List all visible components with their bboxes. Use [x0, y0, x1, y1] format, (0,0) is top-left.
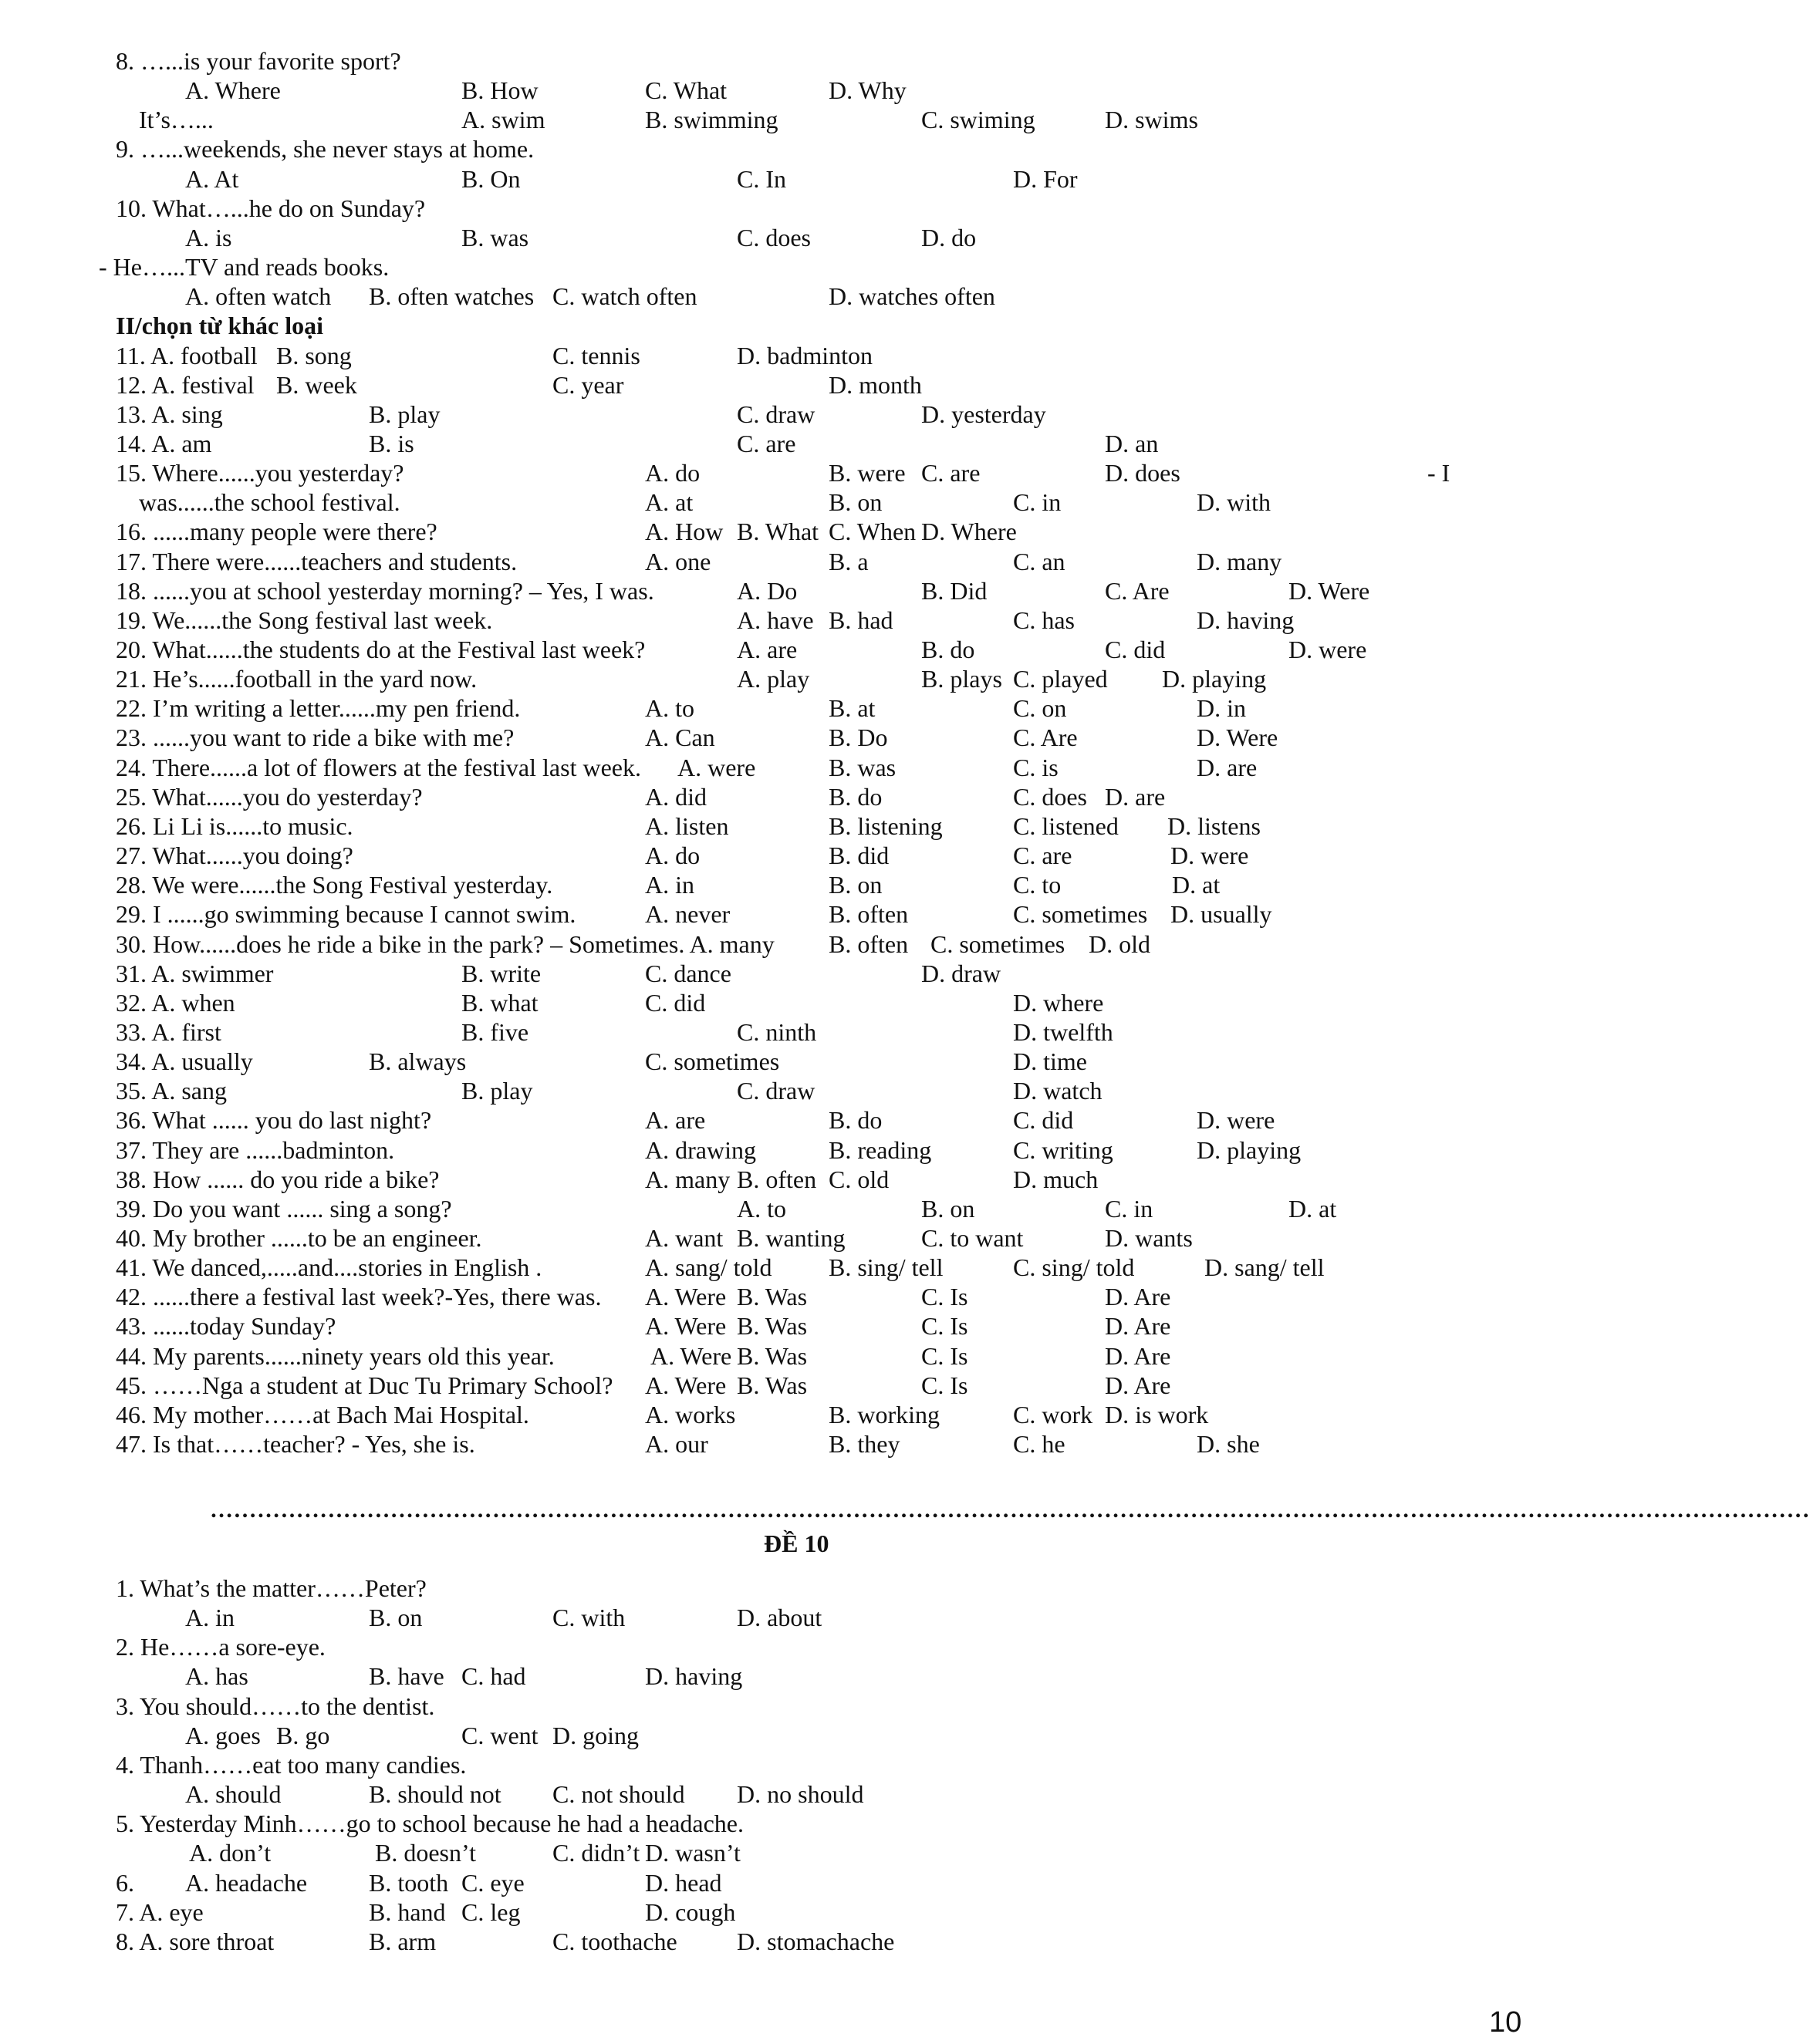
- answer-option: B. play: [461, 1077, 533, 1105]
- answer-option: D. with: [1197, 488, 1271, 517]
- answer-option: C. on: [1013, 694, 1067, 723]
- answer-option: C. he: [1013, 1430, 1065, 1459]
- answer-option: B. listening: [829, 811, 943, 840]
- answer-option: D. about: [737, 1604, 822, 1632]
- answer-option: D. Where: [921, 518, 1017, 546]
- answer-option: D. where: [1013, 988, 1104, 1017]
- question-text: A. should: [185, 1780, 282, 1809]
- answer-option: A. were: [677, 753, 756, 781]
- answer-option: B. write: [461, 959, 542, 987]
- question-text: 44. My parents......ninety years old this year.: [116, 1341, 555, 1370]
- question-text: - He…...TV and reads books.: [99, 253, 390, 282]
- answer-option: A. Do: [737, 576, 798, 605]
- answer-option: C. to want: [921, 1224, 1024, 1252]
- question-text: A. often watch: [185, 282, 332, 311]
- question-text: 9. …...weekends, she never stays at home.: [116, 135, 535, 164]
- answer-option: D. watch: [1013, 1077, 1103, 1105]
- question-text: 30. How......does he ride a bike in the park? – Sometimes. A. many: [116, 929, 775, 958]
- question-text: 27. What......you doing?: [116, 842, 353, 870]
- question-text: 34. A. usually: [116, 1047, 253, 1076]
- answer-option: D. swims: [1105, 106, 1198, 134]
- answer-option: B. is: [369, 429, 414, 457]
- answer-option: D. no should: [737, 1780, 864, 1809]
- answer-option: C. didn’t: [552, 1839, 640, 1867]
- answer-option: B. a: [829, 547, 869, 575]
- answer-option: C. draw: [737, 400, 816, 428]
- question-text: 33. A. first: [116, 1017, 221, 1046]
- question-text: 3. You should……to the dentist.: [116, 1692, 435, 1720]
- answer-option: B. on: [829, 488, 883, 517]
- answer-option: D. at: [1172, 871, 1221, 899]
- answer-option: C. went: [461, 1721, 539, 1749]
- answer-option: D. in: [1197, 694, 1246, 723]
- question-text: 15. Where......you yesterday?: [116, 459, 404, 487]
- question-text: 2. He……a sore-eye.: [116, 1633, 326, 1661]
- question-text: 8. A. sore throat: [116, 1927, 275, 1955]
- answer-option: A. to: [645, 694, 694, 723]
- answer-option: B. should not: [369, 1780, 501, 1809]
- answer-option: A. did: [645, 782, 707, 811]
- question-text: 14. A. am: [116, 429, 212, 457]
- answer-option: C. did: [645, 988, 706, 1017]
- answer-option: A. have: [737, 605, 814, 634]
- question-text: A. goes: [185, 1721, 261, 1749]
- answer-option: C. work: [1013, 1400, 1093, 1428]
- answer-option: B. week: [276, 370, 357, 399]
- answer-option: D. watches often: [829, 282, 995, 311]
- answer-option: D. Are: [1105, 1312, 1171, 1341]
- answer-option: C. are: [1013, 842, 1072, 870]
- question-text: 47. Is that……teacher? - Yes, she is.: [116, 1430, 475, 1459]
- answer-option: C. does: [737, 223, 811, 251]
- answer-option: C. leg: [461, 1897, 521, 1926]
- answer-option: D. are: [1105, 782, 1166, 811]
- answer-option: B. on: [921, 1194, 975, 1223]
- answer-option: D. listens: [1167, 811, 1261, 840]
- answer-option: D. Why: [829, 76, 907, 105]
- answer-option: D. going: [552, 1721, 639, 1749]
- answer-option: D. head: [645, 1868, 722, 1897]
- question-text: II/chọn từ khác loại: [116, 312, 324, 340]
- answer-option: A. in: [645, 871, 694, 899]
- answer-option: A. do: [645, 842, 701, 870]
- answer-option: A. Can: [645, 723, 715, 752]
- answer-option: A. are: [737, 636, 798, 663]
- question-text: 39. Do you want ...... sing a song?: [116, 1194, 452, 1223]
- answer-option: D. were: [1170, 842, 1249, 870]
- answer-option: A. listen: [645, 811, 729, 840]
- answer-option: C. to: [1013, 871, 1062, 899]
- question-text: 41. We danced,.....and....stories in English .: [116, 1253, 542, 1282]
- question-text: 11. A. football: [116, 341, 258, 369]
- answer-option: B. swimming: [645, 106, 778, 134]
- answer-option: A. play: [737, 665, 810, 693]
- answer-option: C. sometimes: [1013, 900, 1148, 929]
- answer-option: D. wasn’t: [645, 1839, 741, 1867]
- answer-option: C. Is: [921, 1371, 968, 1399]
- answer-option: C. toothache: [552, 1927, 677, 1955]
- answer-option: B. often watches: [369, 282, 535, 311]
- answer-option: B. play: [369, 400, 441, 428]
- answer-option: B. go: [276, 1721, 330, 1749]
- answer-option: A. Were: [645, 1283, 727, 1311]
- answer-option: C. What: [645, 76, 728, 105]
- question-text: was......the school festival.: [139, 488, 400, 517]
- answer-option: C. eye: [461, 1868, 525, 1897]
- question-text: 38. How ...... do you ride a bike?: [116, 1165, 440, 1193]
- answer-option: D. were: [1197, 1106, 1275, 1135]
- question-text: 5. Yesterday Minh……go to school because he had a headache.: [116, 1810, 744, 1838]
- question-text: 36. What ...... you do last night?: [116, 1106, 432, 1135]
- answer-option: D. Are: [1105, 1283, 1171, 1311]
- question-text: 46. My mother……at Bach Mai Hospital.: [116, 1400, 529, 1428]
- answer-option: B. What: [737, 518, 819, 546]
- question-text: 6.: [116, 1868, 134, 1897]
- question-text: A. don’t: [189, 1839, 272, 1867]
- answer-option: C. In: [737, 164, 786, 193]
- question-text: 19. We......the Song festival last week.: [116, 605, 493, 634]
- answer-option: C. tennis: [552, 341, 640, 369]
- question-text: 23. ......you want to ride a bike with me?: [116, 723, 515, 752]
- answer-option: A. one: [645, 547, 711, 575]
- answer-option: A. drawing: [645, 1135, 756, 1164]
- answer-option: B. How: [461, 76, 539, 105]
- answer-option: B. working: [829, 1400, 940, 1428]
- page-number: 10: [1489, 2006, 1522, 2039]
- question-text: 25. What......you do yesterday?: [116, 782, 423, 811]
- answer-option: D. twelfth: [1013, 1017, 1113, 1046]
- answer-option: B. what: [461, 988, 539, 1017]
- answer-option: C. Are: [1105, 576, 1170, 605]
- answer-option: D. usually: [1170, 900, 1272, 929]
- section-title-de-10: ĐỀ 10: [764, 1530, 829, 1557]
- question-text: 28. We were......the Song Festival yesterday.: [116, 871, 553, 899]
- question-text: 4. Thanh……eat too many candies.: [116, 1750, 467, 1779]
- answer-option: B. on: [369, 1604, 423, 1632]
- answer-option: B. reading: [829, 1135, 932, 1164]
- answer-option: C. dance: [645, 959, 731, 987]
- answer-option: C. Is: [921, 1312, 968, 1341]
- answer-option: D. Were: [1197, 723, 1278, 752]
- question-text: A. Where: [185, 76, 281, 105]
- question-text: 22. I’m writing a letter......my pen friend.: [116, 694, 521, 723]
- question-text: 26. Li Li is......to music.: [116, 811, 353, 840]
- answer-option: B. at: [829, 694, 876, 723]
- answer-option: D. wants: [1105, 1224, 1193, 1252]
- answer-option: C. Are: [1013, 723, 1078, 752]
- answer-option: D. are: [1197, 753, 1258, 781]
- answer-option: B. do: [829, 1106, 883, 1135]
- answer-option: C. When: [829, 518, 917, 546]
- question-text: 31. A. swimmer: [116, 959, 274, 987]
- answer-option: B. On: [461, 164, 521, 193]
- answer-option: C. year: [552, 370, 624, 399]
- answer-option: B. Was: [737, 1341, 808, 1370]
- answer-option: C. draw: [737, 1077, 816, 1105]
- answer-option: D. stomachache: [737, 1927, 895, 1955]
- answer-option: C. in: [1013, 488, 1062, 517]
- question-text: 20. What......the students do at the Festival last week?: [116, 636, 646, 663]
- answer-option: C. old: [829, 1165, 890, 1193]
- question-text: A. At: [185, 164, 239, 193]
- answer-option: B. had: [829, 605, 893, 634]
- answer-option: B. plays: [921, 665, 1002, 693]
- answer-option: C. writing: [1013, 1135, 1113, 1164]
- answer-option: C. not should: [552, 1780, 685, 1809]
- question-text: 35. A. sang: [116, 1077, 227, 1105]
- answer-option: D. does: [1105, 459, 1180, 487]
- answer-option: C. with: [552, 1604, 626, 1632]
- answer-option: B. always: [369, 1047, 467, 1076]
- answer-option: C. is: [1013, 753, 1059, 781]
- answer-option: C. did: [1105, 636, 1166, 663]
- answer-option: B. often: [737, 1165, 817, 1193]
- answer-option: D. Are: [1105, 1371, 1171, 1399]
- answer-option: D. yesterday: [921, 400, 1046, 428]
- question-text: 16. ......many people were there?: [116, 518, 437, 546]
- answer-option: A. do: [645, 459, 701, 487]
- question-text: 18. ......you at school yesterday morning? – Yes, I was.: [116, 576, 654, 605]
- answer-option: B. were: [829, 459, 906, 487]
- answer-option: B. Do: [829, 723, 888, 752]
- answer-option: A. many: [645, 1165, 731, 1193]
- answer-option: D. For: [1013, 164, 1078, 193]
- answer-option: - I: [1427, 459, 1450, 487]
- answer-option: B. tooth: [369, 1868, 449, 1897]
- question-text: 21. He’s......football in the yard now.: [116, 665, 478, 693]
- answer-option: D. were: [1288, 636, 1367, 663]
- answer-option: A. Were: [645, 1312, 727, 1341]
- answer-option: D. Are: [1105, 1341, 1171, 1370]
- question-text: 40. My brother ......to be an engineer.: [116, 1224, 482, 1252]
- answer-option: C. an: [1013, 547, 1065, 575]
- answer-option: D. an: [1105, 429, 1159, 457]
- question-text: 8. …...is your favorite sport?: [116, 47, 401, 75]
- answer-option: C. Is: [921, 1341, 968, 1370]
- answer-option: A. to: [737, 1194, 786, 1223]
- answer-option: D. playing: [1162, 665, 1267, 693]
- answer-option: D. old: [1089, 929, 1150, 958]
- answer-option: C. has: [1013, 605, 1075, 634]
- question-text: 29. I ......go swimming because I cannot swim.: [116, 900, 576, 929]
- answer-option: B. arm: [369, 1927, 437, 1955]
- answer-option: D. badminton: [737, 341, 873, 369]
- answer-option: C. Is: [921, 1283, 968, 1311]
- answer-option: D. sang/ tell: [1204, 1253, 1325, 1282]
- question-text: 32. A. when: [116, 988, 235, 1017]
- answer-option: A. works: [645, 1400, 736, 1428]
- answer-option: B. wanting: [737, 1224, 846, 1252]
- question-text: A. in: [185, 1604, 235, 1632]
- answer-option: A. swim: [461, 106, 545, 134]
- answer-option: B. often: [829, 929, 909, 958]
- question-text: 13. A. sing: [116, 400, 223, 428]
- answer-option: D. cough: [645, 1897, 736, 1926]
- answer-option: B. do: [829, 782, 883, 811]
- answer-option: B. on: [829, 871, 883, 899]
- answer-option: B. do: [921, 636, 975, 663]
- answer-option: D. having: [1197, 605, 1295, 634]
- answer-option: D. time: [1013, 1047, 1087, 1076]
- question-text: It’s…...: [139, 106, 214, 134]
- answer-option: C. did: [1013, 1106, 1074, 1135]
- answer-option: C. swiming: [921, 106, 1035, 134]
- question-text: 45. ……Nga a student at Duc Tu Primary School?: [116, 1371, 613, 1399]
- answer-option: D. much: [1013, 1165, 1099, 1193]
- answer-option: D. many: [1197, 547, 1282, 575]
- answer-option: C. sing/ told: [1013, 1253, 1135, 1282]
- answer-option: B. have: [369, 1662, 444, 1691]
- answer-option: A. Were: [645, 1371, 727, 1399]
- answer-option: C. are: [921, 459, 981, 487]
- answer-option: C. sometimes: [645, 1047, 780, 1076]
- answer-option: B. was: [461, 223, 529, 251]
- answer-option: B. did: [829, 842, 890, 870]
- answer-option: B. hand: [369, 1897, 446, 1926]
- answer-option: B. Was: [737, 1283, 808, 1311]
- question-text: 10. What…...he do on Sunday?: [116, 194, 426, 222]
- question-text: 12. A. festival: [116, 370, 255, 399]
- answer-option: A. are: [645, 1106, 706, 1135]
- question-text: 43. ......today Sunday?: [116, 1312, 336, 1341]
- answer-option: A. How: [645, 518, 724, 546]
- answer-option: C. played: [1013, 665, 1108, 693]
- answer-option: C. ninth: [737, 1017, 817, 1046]
- answer-option: A. headache: [185, 1868, 308, 1897]
- section-separator: ……………………………………………………………………………………………………………………………………………………………………………………: [210, 1497, 1810, 1523]
- answer-option: B. doesn’t: [375, 1839, 476, 1867]
- answer-option: B. was: [829, 753, 897, 781]
- answer-option: D. having: [645, 1662, 743, 1691]
- answer-option: C. had: [461, 1662, 526, 1691]
- question-text: A. is: [185, 223, 232, 251]
- question-text: A. has: [185, 1662, 248, 1691]
- answer-option: C. in: [1105, 1194, 1153, 1223]
- answer-option: D. is work: [1105, 1400, 1209, 1428]
- answer-option: C. does: [1013, 782, 1087, 811]
- answer-option: B. they: [829, 1430, 900, 1459]
- question-text: 24. There......a lot of flowers at the festival last week.: [116, 753, 641, 781]
- answer-option: C. sometimes: [930, 929, 1065, 958]
- answer-option: B. five: [461, 1017, 529, 1046]
- answer-option: D. she: [1197, 1430, 1260, 1459]
- answer-option: C. watch often: [552, 282, 697, 311]
- answer-option: D. draw: [921, 959, 1001, 987]
- question-text: 7. A. eye: [116, 1897, 204, 1926]
- answer-option: A. at: [645, 488, 694, 517]
- answer-option: A. sang/ told: [645, 1253, 772, 1282]
- answer-option: B. Did: [921, 576, 988, 605]
- answer-option: B. song: [276, 341, 352, 369]
- answer-option: D. at: [1288, 1194, 1337, 1223]
- answer-option: A. want: [645, 1224, 724, 1252]
- answer-option: B. sing/ tell: [829, 1253, 944, 1282]
- question-text: 1. What’s the matter……Peter?: [116, 1574, 427, 1602]
- question-text: 42. ......there a festival last week?-Yes, there was.: [116, 1283, 602, 1311]
- answer-option: B. Was: [737, 1371, 808, 1399]
- answer-option: D. month: [829, 370, 922, 399]
- answer-option: A. our: [645, 1430, 708, 1459]
- answer-option: A. never: [645, 900, 731, 929]
- answer-option: D. Were: [1288, 576, 1370, 605]
- answer-option: D. playing: [1197, 1135, 1302, 1164]
- answer-option: C. listened: [1013, 811, 1119, 840]
- answer-option: D. do: [921, 223, 977, 251]
- answer-option: B. often: [829, 900, 909, 929]
- answer-option: C. are: [737, 429, 796, 457]
- question-text: 17. There were......teachers and students.: [116, 547, 518, 575]
- answer-option: A. Were: [650, 1341, 732, 1370]
- question-text: 37. They are ......badminton.: [116, 1135, 395, 1164]
- answer-option: B. Was: [737, 1312, 808, 1341]
